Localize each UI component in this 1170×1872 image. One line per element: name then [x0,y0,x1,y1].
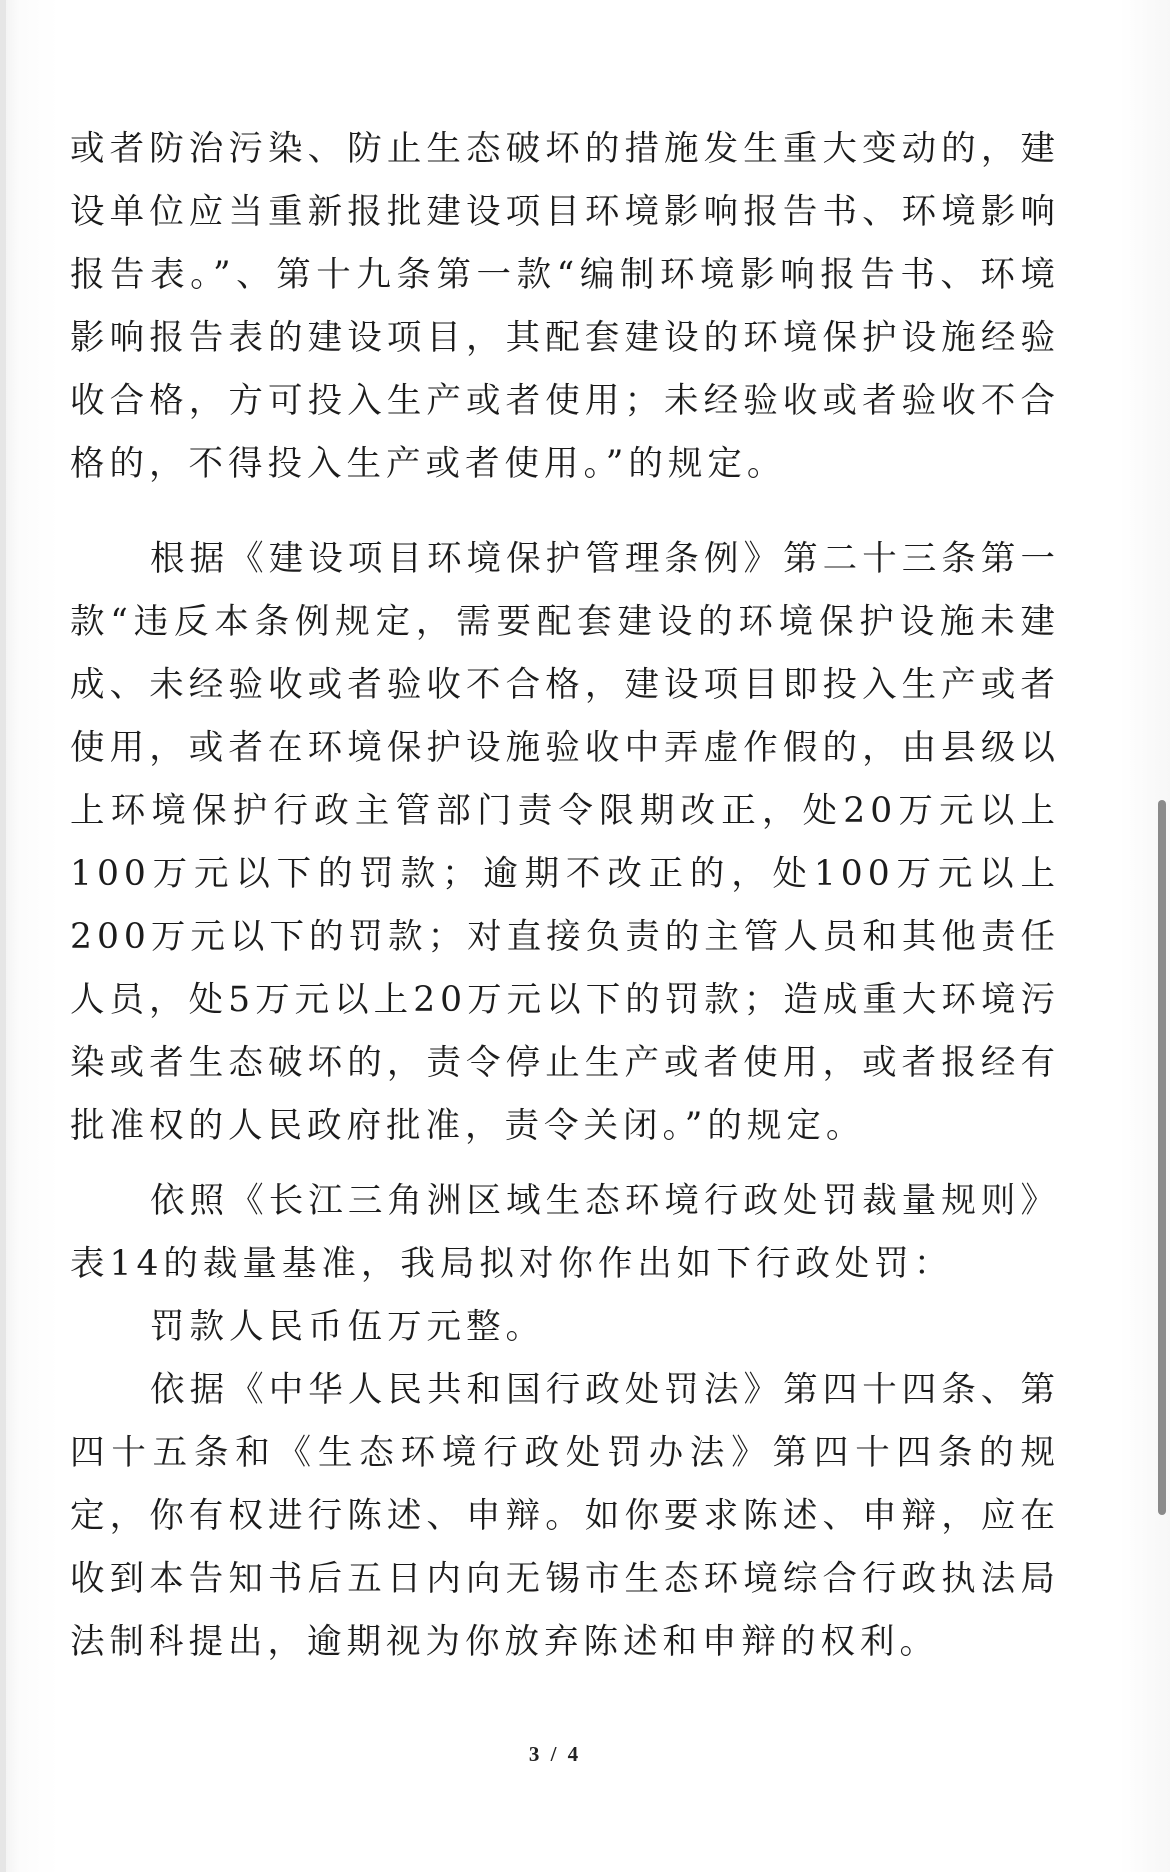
paragraph-discretion-rule: 依照《长江三角洲区域生态环境行政处罚裁量规则》表14的裁量基准，我局拟对你作出如下行政处罚： [70,1181,1060,1284]
page-number: 3 / 4 [528,1742,582,1766]
paragraph-right-to-defend: 依据《中华人民共和国行政处罚法》第四十四条、第四十五条和《生态环境行政处罚办法》第四十四条的规定，你有权进行陈述、申辩。如你要求陈述、申辩，应在收到本告知书后五日内向无锡市生态环境综合行政执法局法制科提出，逾期视为你放弃陈述和申辩的权利。 [70,1370,1060,1662]
paragraph-penalty-basis: 根据《建设项目环境保护管理条例》第二十三条第一款“违反本条例规定，需要配套建设的环境保护设施未建成、未经验收或者验收不合格，建设项目即投入生产或者使用，或者在环境保护设施验收中弄虚作假的，由县级以上环境保护行政主管部门责令限期改正，处20万元以上100万元以下的罚款；逾期不改正的，处100万元以上200万元以下的罚款；对直接负责的主管人员和其他责任人员，处5万元以上20万元以下的罚款；造成重大环境污染或者生态破坏的，责令停止生产或者使用，或者报经有批准权的人民政府批准，责令关闭。”的规定。 [70,539,1060,1146]
paragraph-penalty-amount: 罚款人民币伍万元整。 [150,1307,545,1347]
scrollbar[interactable] [1158,800,1166,1515]
page-edge [0,0,6,1872]
paragraph-legal-provisions: 或者防治污染、防止生态破坏的措施发生重大变动的，建设单位应当重新报批建设项目环境影响报告书、环境影响报告表。”、第十九条第一款“编制环境影响报告书、环境影响报告表的建设项目，其配套建设的环境保护设施经验收合格，方可投入生产或者使用；未经验收或者验收不合格的，不得投入生产或者使用。”的规定。 [70,129,1060,484]
